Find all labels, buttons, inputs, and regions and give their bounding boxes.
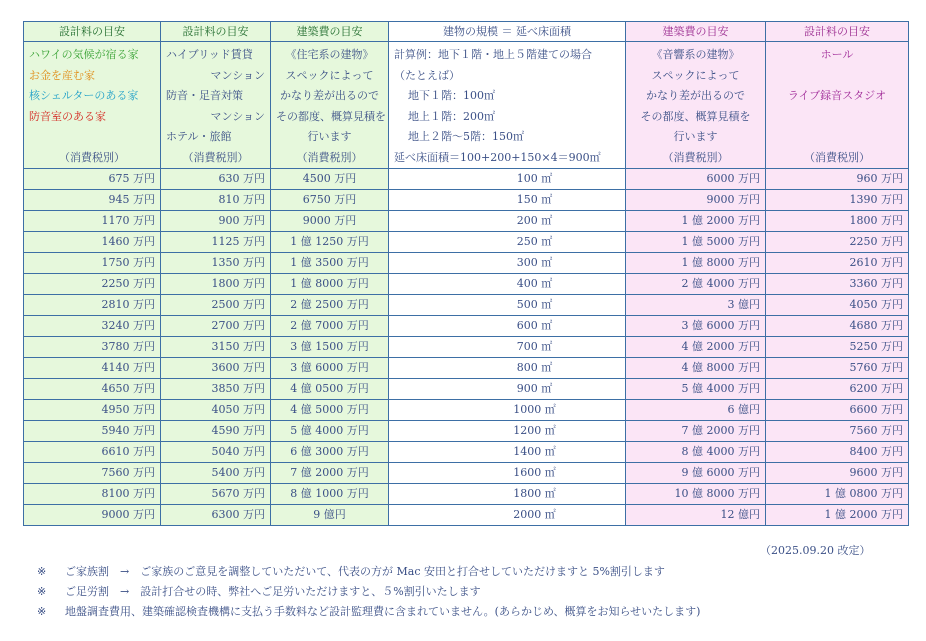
table-row (24, 442, 909, 463)
table-row (24, 484, 909, 505)
cell-design-fee-3: 9600 万円 (766, 463, 909, 484)
col1-tax-note: （消費税別） (59, 150, 125, 164)
cell-floor-area: 150 ㎡ (389, 190, 626, 211)
cell-floor-area: 2000 ㎡ (389, 505, 626, 526)
cell-design-fee-2: 630 万円 (161, 169, 271, 190)
cell-construction-cost-1: 4 億 5000 万円 (271, 400, 389, 421)
header-construction-cost-2: 建築費の目安 (626, 22, 766, 42)
cell-construction-cost-2: 9000 万円 (626, 190, 766, 211)
col2-description (161, 42, 271, 169)
cell-design-fee-1: 3240 万円 (24, 316, 161, 337)
cell-design-fee-3: 3360 万円 (766, 274, 909, 295)
cell-design-fee-1: 3780 万円 (24, 337, 161, 358)
cell-construction-cost-2: 2 億 4000 万円 (626, 274, 766, 295)
cell-design-fee-1: 8100 万円 (24, 484, 161, 505)
cell-design-fee-3: 4050 万円 (766, 295, 909, 316)
col3-line-2: スペックによって (285, 68, 374, 82)
cell-construction-cost-1: 1 億 1250 万円 (271, 232, 389, 253)
cell-floor-area: 400 ㎡ (389, 274, 626, 295)
header-design-fee-3: 設計料の目安 (766, 22, 909, 42)
table-row (24, 169, 909, 190)
cell-construction-cost-1: 4 億 0500 万円 (271, 379, 389, 400)
col6-line-2: ライブ録音スタジオ (787, 89, 887, 102)
cell-construction-cost-1: 9000 万円 (271, 211, 389, 232)
cell-design-fee-3: 4680 万円 (766, 316, 909, 337)
cell-design-fee-3: 7560 万円 (766, 421, 909, 442)
cell-design-fee-3: 5760 万円 (766, 358, 909, 379)
cell-design-fee-1: 945 万円 (24, 190, 161, 211)
cell-design-fee-1: 1750 万円 (24, 253, 161, 274)
cell-design-fee-1: 7560 万円 (24, 463, 161, 484)
cell-design-fee-3: 2610 万円 (766, 253, 909, 274)
table-row (24, 190, 909, 211)
cell-design-fee-2: 5670 万円 (161, 484, 271, 505)
note-family-discount (37, 562, 700, 582)
cell-construction-cost-1: 1 億 3500 万円 (271, 253, 389, 274)
col6-line-1: ホール (820, 48, 854, 61)
cell-construction-cost-1: 4500 万円 (271, 169, 389, 190)
col5-tax-note: （消費税別） (662, 150, 729, 164)
cell-construction-cost-1: 2 億 2500 万円 (271, 295, 389, 316)
cell-floor-area: 1000 ㎡ (389, 400, 626, 421)
cell-floor-area: 1600 ㎡ (389, 463, 626, 484)
cell-floor-area: 600 ㎡ (389, 316, 626, 337)
cell-design-fee-3: 1 億 2000 万円 (766, 505, 909, 526)
cell-design-fee-2: 2700 万円 (161, 316, 271, 337)
cell-construction-cost-2: 3 億 6000 万円 (626, 316, 766, 337)
table-row (24, 316, 909, 337)
description-row (24, 42, 909, 169)
note-mark: ※ (37, 605, 47, 618)
header-design-fee-2: 設計料の目安 (161, 22, 271, 42)
table-row (24, 379, 909, 400)
col3-line-1: 《住宅系の建物》 (285, 48, 374, 61)
col4-line-5: 地上２階〜5階：150㎡ (408, 130, 524, 143)
cell-construction-cost-1: 7 億 2000 万円 (271, 463, 389, 484)
cell-floor-area: 700 ㎡ (389, 337, 626, 358)
col6-tax-note: （消費税別） (804, 150, 870, 164)
fee-table (23, 21, 909, 526)
cell-construction-cost-1: 3 億 1500 万円 (271, 337, 389, 358)
table-row (24, 505, 909, 526)
cell-design-fee-3: 1 億 0800 万円 (766, 484, 909, 505)
note-exclusions (37, 602, 700, 622)
cell-construction-cost-1: 6 億 3000 万円 (271, 442, 389, 463)
cell-design-fee-2: 2500 万円 (161, 295, 271, 316)
cell-construction-cost-2: 7 億 2000 万円 (626, 421, 766, 442)
col5-line-3: かなり差が出るので (646, 89, 745, 102)
col5-line-1: 《音響系の建物》 (651, 48, 740, 61)
cell-construction-cost-2: 1 億 5000 万円 (626, 232, 766, 253)
cell-design-fee-2: 4050 万円 (161, 400, 271, 421)
cell-design-fee-1: 4650 万円 (24, 379, 161, 400)
col3-line-5: 行います (307, 130, 352, 143)
table-row (24, 358, 909, 379)
cell-floor-area: 300 ㎡ (389, 253, 626, 274)
col2-line-3: 防音・足音対策 (166, 89, 243, 102)
cell-design-fee-2: 810 万円 (161, 190, 271, 211)
cell-design-fee-1: 2250 万円 (24, 274, 161, 295)
cell-design-fee-3: 2250 万円 (766, 232, 909, 253)
col3-description (271, 42, 389, 169)
cell-design-fee-2: 3600 万円 (161, 358, 271, 379)
cell-design-fee-2: 5040 万円 (161, 442, 271, 463)
table-row (24, 400, 909, 421)
cell-construction-cost-1: 6750 万円 (271, 190, 389, 211)
table-row (24, 337, 909, 358)
col4-line-1: 計算例：地下１階・地上５階建ての場合 (394, 48, 592, 61)
note-mark: ※ (37, 565, 47, 578)
header-row (24, 22, 909, 42)
cell-design-fee-2: 900 万円 (161, 211, 271, 232)
col2-line-5: ホテル・旅館 (166, 130, 232, 143)
col1-line-4: 防音室のある家 (29, 109, 106, 123)
cell-design-fee-3: 1390 万円 (766, 190, 909, 211)
cell-floor-area: 1800 ㎡ (389, 484, 626, 505)
col4-line-4: 地上１階：200㎡ (408, 109, 495, 123)
cell-construction-cost-2: 6 億円 (626, 400, 766, 421)
note-text: ご足労割 → 設計打合せの時、弊社へご足労いただけますと、５%割引いたします (65, 585, 481, 598)
header-floor-area: 建物の規模 ＝ 延べ床面積 (389, 22, 626, 42)
cell-design-fee-1: 4140 万円 (24, 358, 161, 379)
cell-design-fee-2: 1800 万円 (161, 274, 271, 295)
cell-construction-cost-2: 1 億 8000 万円 (626, 253, 766, 274)
cell-construction-cost-1: 5 億 4000 万円 (271, 421, 389, 442)
col1-line-3: 核シェルターのある家 (29, 89, 139, 102)
cell-construction-cost-2: 4 億 2000 万円 (626, 337, 766, 358)
note-visit-discount (37, 582, 700, 602)
cell-floor-area: 1400 ㎡ (389, 442, 626, 463)
col3-line-3: かなり差が出るので (280, 89, 379, 102)
cell-design-fee-1: 2810 万円 (24, 295, 161, 316)
col4-line-3: 地下１階：100㎡ (408, 89, 495, 102)
cell-design-fee-1: 1460 万円 (24, 232, 161, 253)
col2-tax-note: （消費税別） (182, 150, 249, 164)
cell-construction-cost-1: 8 億 1000 万円 (271, 484, 389, 505)
header-construction-cost-1: 建築費の目安 (271, 22, 389, 42)
cell-design-fee-2: 4590 万円 (161, 421, 271, 442)
col2-line-1: ハイブリッド賃貸 (166, 48, 253, 61)
cell-design-fee-2: 3850 万円 (161, 379, 271, 400)
note-text: 地盤調査費用、建築確認検査機構に支払う手数料など設計監理費に含まれていません。(あらかじめ、概算をお知らせいたします) (65, 605, 701, 618)
cell-construction-cost-2: 5 億 4000 万円 (626, 379, 766, 400)
table-row (24, 211, 909, 232)
col2-line-4: マンション (210, 109, 265, 123)
table-row (24, 253, 909, 274)
cell-construction-cost-1: 3 億 6000 万円 (271, 358, 389, 379)
col5-line-2: スペックによって (651, 68, 740, 82)
cell-construction-cost-2: 9 億 6000 万円 (626, 463, 766, 484)
cell-construction-cost-2: 3 億円 (626, 295, 766, 316)
cell-design-fee-2: 6300 万円 (161, 505, 271, 526)
table-row (24, 463, 909, 484)
col1-line-2: お金を産む家 (29, 68, 95, 82)
col5-line-5: 行います (673, 130, 718, 143)
cell-design-fee-1: 1170 万円 (24, 211, 161, 232)
cell-design-fee-2: 5400 万円 (161, 463, 271, 484)
cell-design-fee-3: 6600 万円 (766, 400, 909, 421)
cell-floor-area: 200 ㎡ (389, 211, 626, 232)
cell-design-fee-2: 1125 万円 (161, 232, 271, 253)
cell-design-fee-3: 8400 万円 (766, 442, 909, 463)
cell-design-fee-2: 1350 万円 (161, 253, 271, 274)
table-row (24, 421, 909, 442)
cell-floor-area: 100 ㎡ (389, 169, 626, 190)
cell-construction-cost-1: 2 億 7000 万円 (271, 316, 389, 337)
cell-design-fee-3: 6200 万円 (766, 379, 909, 400)
revision-date: （2025.09.20 改定） (760, 544, 871, 557)
cell-floor-area: 1200 ㎡ (389, 421, 626, 442)
cell-design-fee-1: 675 万円 (24, 169, 161, 190)
cell-design-fee-1: 4950 万円 (24, 400, 161, 421)
cell-floor-area: 250 ㎡ (389, 232, 626, 253)
cell-design-fee-1: 5940 万円 (24, 421, 161, 442)
cell-construction-cost-1: 1 億 8000 万円 (271, 274, 389, 295)
fee-table-body (24, 42, 909, 526)
cell-floor-area: 900 ㎡ (389, 379, 626, 400)
col6-description (766, 42, 909, 169)
col5-line-4: その都度、概算見積を (640, 109, 751, 123)
col1-description (24, 42, 161, 169)
cell-construction-cost-2: 1 億 2000 万円 (626, 211, 766, 232)
table-row (24, 232, 909, 253)
cell-floor-area: 500 ㎡ (389, 295, 626, 316)
note-text: ご家族割 → ご家族のご意見を調整していただいて、代表の方が Mac 安田と打合せしていただけますと 5%割引します (65, 565, 665, 578)
cell-construction-cost-1: 9 億円 (271, 505, 389, 526)
notes (37, 562, 700, 622)
cell-design-fee-2: 3150 万円 (161, 337, 271, 358)
table-row (24, 274, 909, 295)
col4-line-2: （たとえば） (394, 68, 460, 82)
col5-description (626, 42, 766, 169)
cell-design-fee-1: 6610 万円 (24, 442, 161, 463)
col2-line-2: マンション (210, 68, 265, 82)
cell-design-fee-1: 9000 万円 (24, 505, 161, 526)
col3-tax-note: （消費税別） (296, 150, 363, 164)
col4-line-6: 延べ床面積＝100+200+150×4＝900㎡ (394, 150, 601, 164)
cell-construction-cost-2: 8 億 4000 万円 (626, 442, 766, 463)
cell-construction-cost-2: 4 億 8000 万円 (626, 358, 766, 379)
cell-construction-cost-2: 6000 万円 (626, 169, 766, 190)
col4-description (389, 42, 626, 169)
col3-line-4: その都度、概算見積を (276, 109, 386, 123)
cell-design-fee-3: 1800 万円 (766, 211, 909, 232)
note-mark: ※ (37, 585, 47, 598)
col1-line-1: ハワイの気候が宿る家 (29, 48, 139, 61)
cell-floor-area: 800 ㎡ (389, 358, 626, 379)
table-row (24, 295, 909, 316)
cell-design-fee-3: 960 万円 (766, 169, 909, 190)
cell-design-fee-3: 5250 万円 (766, 337, 909, 358)
header-design-fee-1: 設計料の目安 (24, 22, 161, 42)
cell-construction-cost-2: 10 億 8000 万円 (626, 484, 766, 505)
cell-construction-cost-2: 12 億円 (626, 505, 766, 526)
